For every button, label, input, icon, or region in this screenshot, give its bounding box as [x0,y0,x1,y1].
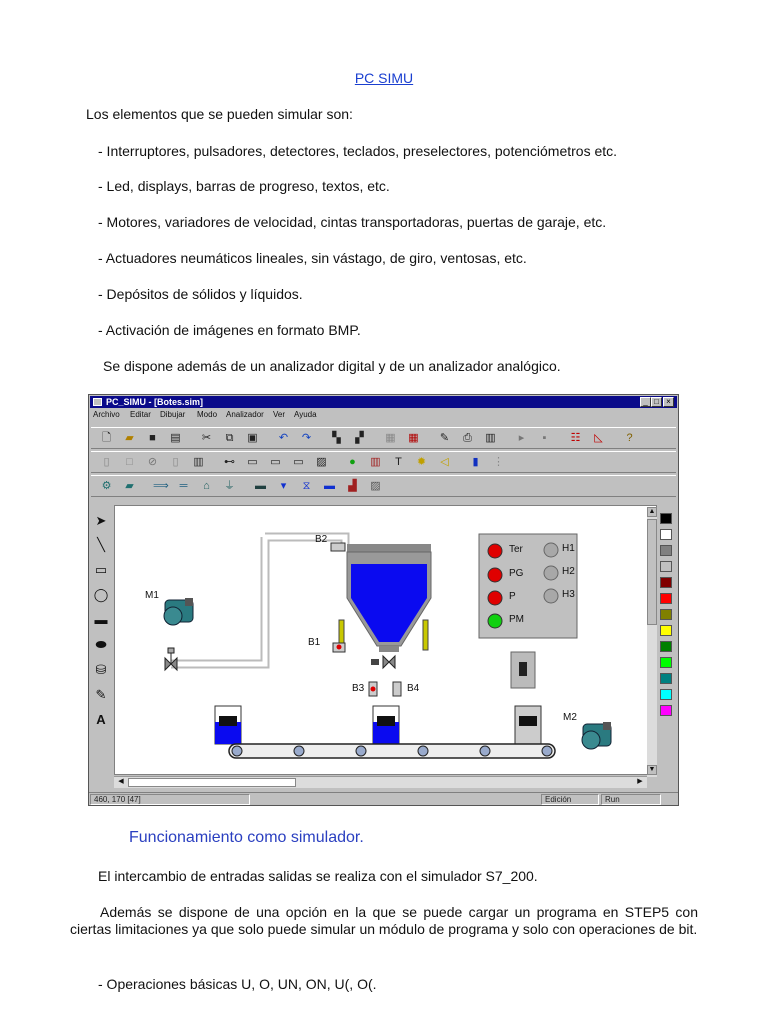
section-title: Funcionamiento como simulador. [129,829,364,846]
scroll-up-icon[interactable]: ▲ [648,508,656,515]
status-coords: 460, 170 [47] [90,794,250,805]
sound-icon[interactable]: ◁ [440,456,449,468]
color-swatch[interactable] [660,625,672,636]
rodless-cylinder-icon[interactable]: ═ [179,480,188,492]
lamp-label: Ter [509,544,523,555]
conveyor-icon[interactable]: ▬ [255,480,266,492]
garage-door-icon[interactable]: ⌂ [203,480,210,492]
bottle [373,706,399,744]
horizontal-scrollbar[interactable] [114,776,647,788]
save-icon[interactable]: ■ [149,432,156,444]
register-icon[interactable]: ▭ [293,456,304,468]
color-swatch[interactable] [660,545,672,556]
color-swatch[interactable] [660,529,672,540]
color-swatch[interactable] [660,705,672,716]
filled-rectangle-tool-icon[interactable]: ▬ [94,612,108,627]
valve-icon[interactable]: ⧖ [302,480,311,492]
menu-editar[interactable]: Editar [130,410,151,419]
color-swatch[interactable] [660,657,672,668]
window-title: PC_SIMU - [Botes.sim] [106,397,204,407]
text-tool-icon[interactable]: T [395,456,402,468]
print-preview-icon[interactable]: ⎙ [463,432,472,444]
stop-icon[interactable]: ▪ [542,432,547,444]
drawing-canvas[interactable] [114,505,657,775]
menu-analizador[interactable]: Analizador [226,410,264,419]
outlet-valve [383,656,395,668]
menu-bar [90,409,677,420]
list-item: - Activación de imágenes en formato BMP. [98,322,361,338]
lamp-label: PG [509,568,524,579]
switch-label: H3 [562,589,575,600]
vertical-scrollbar[interactable] [647,507,657,777]
select-arrow-icon[interactable]: ➤ [95,513,107,528]
menu-dibujar[interactable]: Dibujar [160,410,186,419]
scroll-down-icon[interactable]: ▼ [648,766,656,773]
label-m2: M2 [563,712,577,723]
send-back-icon[interactable]: ▞ [355,432,364,444]
grid-icon[interactable]: ▦ [385,432,396,444]
redo-icon[interactable]: ↷ [301,432,312,444]
copy-icon[interactable]: ⧉ [225,432,234,444]
led-icon[interactable]: ● [349,456,356,468]
progress-bar-icon[interactable]: ▮ [472,456,479,468]
print-icon[interactable]: ▥ [485,432,496,444]
motor-m1 [164,598,193,625]
process-diagram [115,506,657,775]
new-file-icon[interactable]: 🗋 [102,432,111,444]
color-swatch[interactable] [660,641,672,652]
conveyor-small-icon[interactable]: ⊷ [224,456,235,468]
display-icon[interactable]: ▥ [193,456,204,468]
text-tool-icon[interactable]: A [96,712,106,727]
paragraph: Además se dispone de una opción en la que se puede cargar un programa en STEP5 con ciertas limitaciones ya que solo puede simular un módulo de programa y solo con operaciones de bit. [70,904,698,937]
pipe-icon[interactable]: ▬ [324,480,335,492]
label-b2: B2 [315,534,328,545]
sensor-b4 [393,682,401,696]
scroll-thumb[interactable] [128,778,296,787]
menu-archivo[interactable]: Archivo [93,410,120,419]
status-bar [89,792,678,805]
list-item: - Interruptores, pulsadores, detectores, teclados, preselectores, potenciómetros etc. [98,143,618,159]
counter-icon[interactable]: ▭ [247,456,258,468]
slider-icon[interactable]: ⋮ [493,456,504,468]
maximize-button[interactable]: □ [651,397,662,407]
sensor-b2 [331,543,345,551]
preselector-icon[interactable]: ▭ [270,456,281,468]
rectangle-tool-icon[interactable]: ▭ [94,562,108,577]
label-m1: M1 [145,590,159,601]
minimize-button[interactable]: _ [640,397,651,407]
list-item: - Depósitos de sólidos y líquidos. [98,286,303,302]
vacuum-cup-icon[interactable]: ⏚ [224,480,235,492]
run-icon[interactable]: ▸ [518,432,525,444]
label-b3: B3 [352,683,365,694]
color-swatch[interactable] [660,673,672,684]
status-run: Run [601,794,661,805]
tank-lid [347,544,431,552]
switch-label: H2 [562,566,575,577]
open-folder-icon[interactable]: ▰ [125,432,134,444]
paste-icon[interactable]: ▣ [247,432,258,444]
switch-label: H1 [562,543,575,554]
lamp-label: PM [509,614,524,625]
bmp-image-icon[interactable]: ▨ [370,480,381,492]
toolbar-elements [91,451,676,473]
list-item: - Operaciones básicas U, O, UN, ON, U(, O(. [98,976,377,992]
conveyor-belt [229,744,555,758]
bar-display-icon[interactable]: ▥ [370,456,381,468]
ellipse-tool-icon[interactable]: ◯ [93,587,109,602]
color-swatch[interactable] [660,513,672,524]
lamp-icon[interactable]: ✹ [416,456,427,468]
motor-icon[interactable]: ⚙ [101,480,112,492]
intro-text: Los elementos que se pueden simular son: [86,106,353,122]
color-swatch[interactable] [660,609,672,620]
filled-ellipse-tool-icon[interactable]: ⬬ [95,637,107,652]
motor-m2 [582,722,611,749]
label-b4: B4 [407,683,420,694]
chart-element-icon[interactable]: ▨ [316,456,327,468]
analog-analyzer-icon[interactable]: ◺ [594,432,603,444]
pushbutton-icon[interactable]: □ [126,456,133,468]
menu-ver[interactable]: Ver [273,410,286,419]
paragraph: El intercambio de entradas salidas se realiza con el simulador S7_200. [98,868,538,884]
line-tool-icon[interactable]: ╲ [97,537,105,552]
doc-title[interactable]: PC SIMU [354,70,414,86]
toolbar-actuators [91,475,676,497]
scroll-right-icon[interactable]: ▶ [637,778,643,785]
color-swatch[interactable] [660,577,672,588]
solids-icon[interactable]: ▟ [348,480,357,492]
label-b1: B1 [308,637,321,648]
save-as-icon[interactable]: ▤ [170,432,181,444]
undo-icon[interactable]: ↶ [278,432,289,444]
switch-icon[interactable]: ▯ [103,456,110,468]
grid-snap-icon[interactable]: ▦ [408,432,419,444]
list-item: - Led, displays, barras de progreso, textos, etc. [98,178,390,194]
app-icon [93,398,102,406]
bottle [515,706,541,744]
scroll-thumb[interactable] [647,519,657,625]
list-item: - Actuadores neumáticos lineales, sin vástago, de giro, ventosas, etc. [98,250,527,266]
title-bar [90,396,677,408]
lamp-label: P [509,591,516,602]
cut-icon[interactable]: ✂ [201,432,212,444]
scroll-left-icon[interactable]: ◀ [118,778,124,785]
bring-front-icon[interactable]: ▚ [332,432,341,444]
fill-bucket-icon[interactable]: ⛁ [95,662,107,677]
digital-analyzer-icon[interactable]: ☷ [570,432,581,444]
list-item: - Motores, variadores de velocidad, cintas transportadoras, puertas de garaje, etc. [98,214,607,230]
color-swatch[interactable] [660,593,672,604]
speed-drive-icon[interactable]: ▰ [125,480,134,492]
extra-text: Se dispone además de un analizador digital y de un analizador analógico. [103,358,561,374]
pencil-icon[interactable]: ✎ [439,432,450,444]
close-button[interactable]: × [663,397,674,407]
cylinder-icon[interactable]: ⟹ [153,480,169,492]
menu-modo[interactable]: Modo [197,410,218,419]
color-swatch[interactable] [660,561,672,572]
help-icon[interactable]: ? [626,432,633,444]
toolbar-standard [91,427,676,449]
menu-ayuda[interactable]: Ayuda [294,410,317,419]
keypad-icon[interactable]: ▯ [172,456,179,468]
selector-icon[interactable]: ⊘ [147,456,158,468]
bottle [215,706,241,744]
tank-icon[interactable]: ▾ [280,480,287,492]
color-swatch[interactable] [660,689,672,700]
status-mode: Edición [541,794,599,805]
color-picker-icon[interactable]: ✎ [95,687,107,702]
